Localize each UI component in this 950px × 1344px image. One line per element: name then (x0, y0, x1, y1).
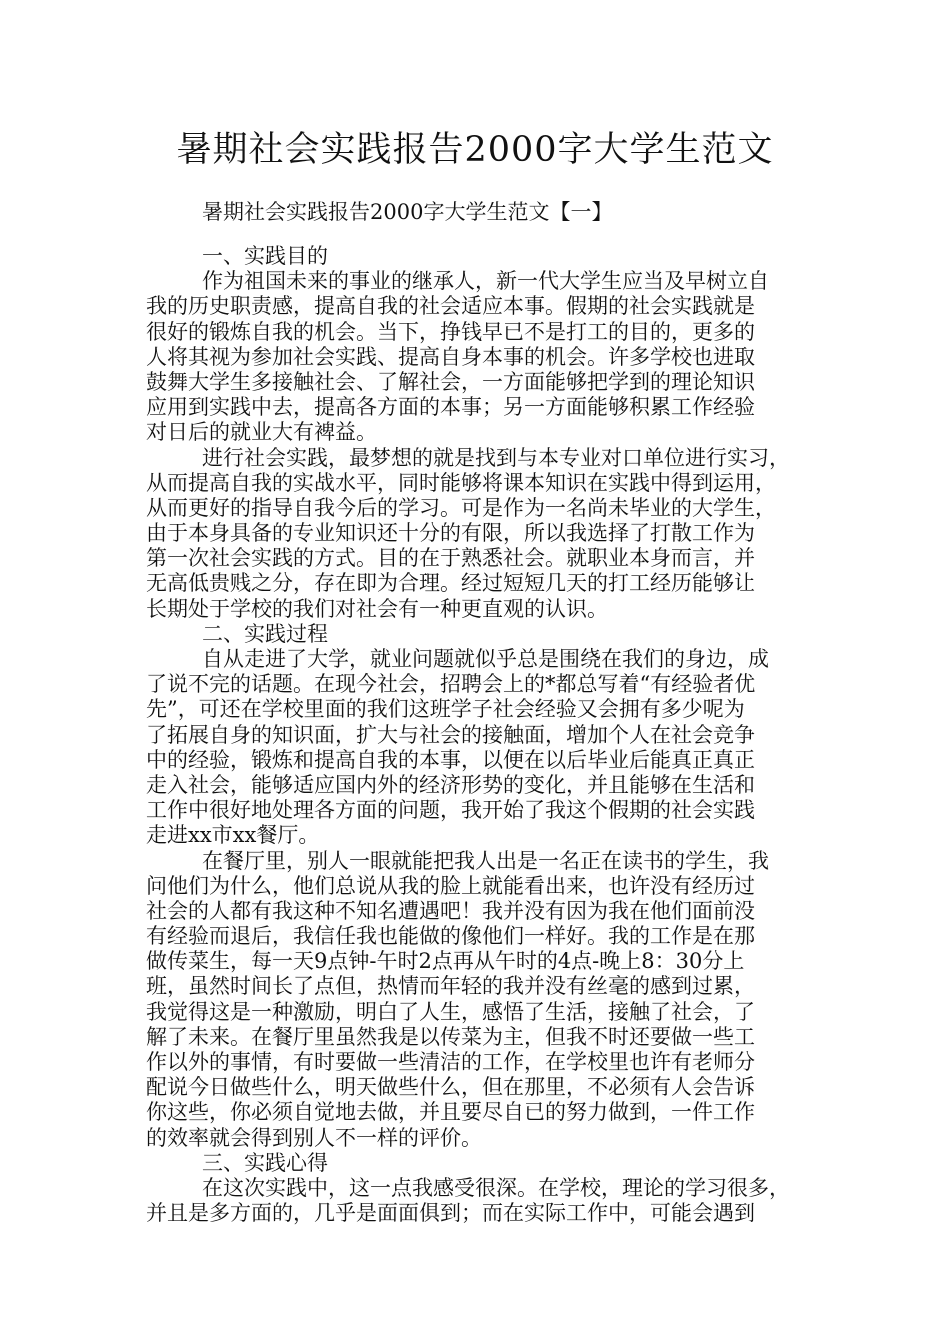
section-heading: 一、实践目的 (202, 244, 328, 268)
text-line: 你这些，你必须自觉地去做，并且要尽自已的努力做到，一件工作 (146, 1100, 755, 1125)
text-line: 并且是多方面的，几乎是面面俱到；而在实际工作中，可能会遇到 (146, 1201, 755, 1226)
text-line: 走入社会，能够适应国内外的经济形势的变化，并且能够在生活和 (146, 772, 755, 797)
section-heading: 三、实践心得 (202, 1150, 328, 1175)
text-line: 走进xx市xx餐厅。 (146, 823, 320, 848)
text-line: 在这次实践中，这一点我感受很深。在学校，理论的学习很多， (202, 1175, 790, 1200)
text-line: 进行社会实践，最梦想的就是找到与本专业对口单位进行实习， (202, 445, 790, 470)
text-line: 长期处于学校的我们对社会有一种更直观的认识。 (146, 596, 608, 621)
text-line: 配说今日做些什么，明天做些什么，但在那里，不必须有人会告诉 (146, 1075, 755, 1100)
text-line: 自从走进了大学，就业问题就似乎总是围绕在我们的身边，成 (202, 647, 769, 671)
text-line: 了说不完的话题。在现今社会，招聘会上的*都总写着“有经验者优 (146, 672, 756, 697)
text-line: 我觉得这是一种激励，明白了人生，感悟了生活，接触了社会，了 (146, 999, 755, 1024)
text-line: 班，虽然时间长了点但，热情而年轻的我并没有丝毫的感到过累， (146, 974, 755, 999)
text-line: 中的经验，锻炼和提高自我的本事，以便在以后毕业后能真正真正 (146, 747, 755, 772)
section-heading: 二、实践过程 (202, 621, 328, 646)
text-line: 社会的人都有我这种不知名遭遇吧！我并没有因为我在他们面前没 (146, 898, 755, 923)
document-subtitle: 暑期社会实践报告2000字大学生范文【一】 (202, 200, 613, 224)
text-line: 解了未来。在餐厅里虽然我是以传菜为主，但我不时还要做一些工 (146, 1024, 755, 1049)
document-title: 暑期社会实践报告2000字大学生范文 (176, 130, 774, 170)
text-line: 无高低贵贱之分，存在即为合理。经过短短几天的打工经历能够让 (146, 571, 755, 596)
text-line: 工作中很好地处理各方面的问题，我开始了我这个假期的社会实践 (146, 798, 755, 823)
text-line: 在餐厅里，别人一眼就能把我人出是一名正在读书的学生，我 (202, 848, 769, 873)
text-line: 作以外的事情，有时要做一些清洁的工作，在学校里也许有老师分 (146, 1050, 755, 1074)
text-line: 了拓展自身的知识面，扩大与社会的接触面，增加个人在社会竞争 (146, 722, 755, 747)
text-line: 很好的锻炼自我的机会。当下，挣钱早已不是打工的目的，更多的 (146, 319, 755, 344)
text-line: 人将其视为参加社会实践、提高自身本事的机会。许多学校也进取 (146, 344, 755, 369)
text-line: 由于本身具备的专业知识还十分的有限，所以我选择了打散工作为 (146, 521, 755, 546)
text-line: 我的历史职责感，提高自我的社会适应本事。假期的社会实践就是 (146, 294, 755, 319)
text-line: 应用到实践中去，提高各方面的本事；另一方面能够积累工作经验 (146, 395, 755, 420)
text-line: 有经验而退后，我信任我也能做的像他们一样好。我的工作是在那 (146, 924, 755, 949)
text-line: 的效率就会得到别人不一样的评价。 (146, 1125, 482, 1150)
text-line: 先”，可还在学校里面的我们这班学子社会经验又会拥有多少呢为 (146, 697, 745, 722)
text-line: 问他们为什么，他们总说从我的脸上就能看出来，也许没有经历过 (146, 873, 755, 898)
text-line: 作为祖国未来的事业的继承人，新一代大学生应当及早树立自 (202, 269, 769, 294)
text-line: 鼓舞大学生多接触社会、了解社会，一方面能够把学到的理论知识 (146, 369, 755, 394)
text-line: 第一次社会实践的方式。目的在于熟悉社会。就职业本身而言，并 (146, 546, 755, 571)
text-line: 做传菜生，每一天9点钟-午时2点再从午时的4点-晚上8：30分上 (146, 949, 745, 974)
text-line: 从而更好的指导自我今后的学习。可是作为一名尚未毕业的大学生， (146, 495, 776, 520)
text-line: 从而提高自我的实战水平，同时能够将课本知识在实践中得到运用， (146, 470, 776, 495)
document-body (146, 244, 818, 1226)
text-line: 对日后的就业大有裨益。 (146, 420, 377, 445)
